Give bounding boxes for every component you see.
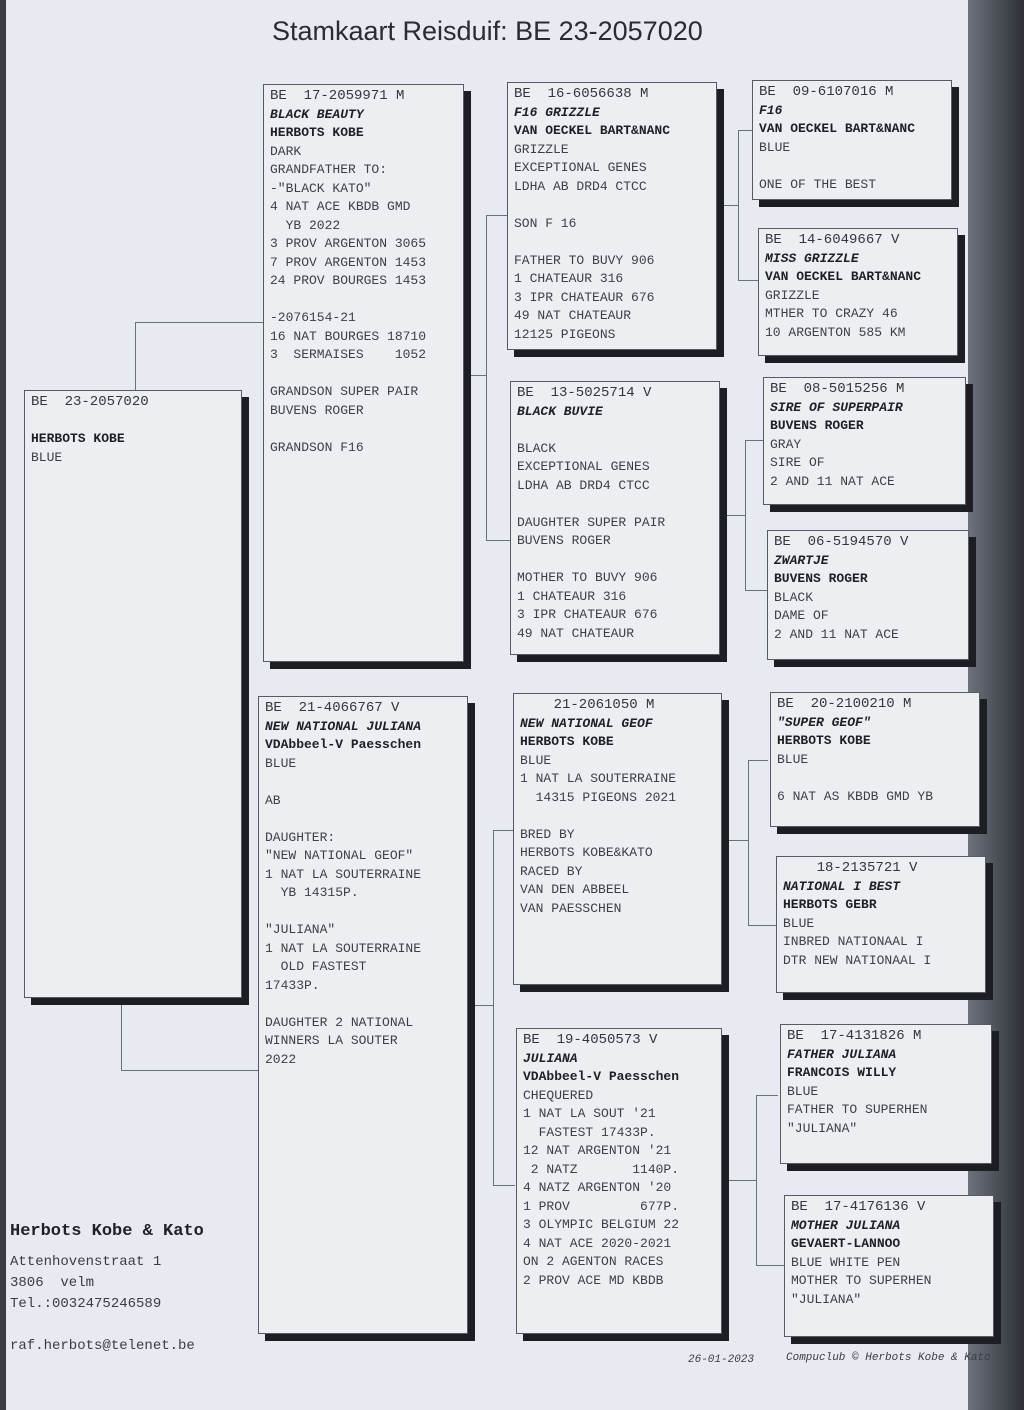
card-line: 49 NAT CHATEAUR [517,625,635,641]
card-line: 18-2135721 V [783,860,918,876]
card-line: DTR NEW NATIONAAL I [783,952,932,968]
card-line: 3 IPR CHATEAUR 676 [517,607,658,622]
card-line: MOTHER JULIANA [791,1217,901,1233]
card-line: 12 NAT ARGENTON '21 [523,1143,672,1158]
card-line: FASTEST 17433P. [523,1124,656,1140]
card-line: HERBOTS KOBE [777,733,871,748]
card-line: VAN OECKEL BART&NANC [759,121,916,136]
pigeon-card-dam [258,696,468,1334]
card-line: 6 NAT AS KBDB GMD YB [777,788,934,804]
connector-line [486,215,487,540]
connector-line [486,540,510,541]
card-line: BLUE [759,139,791,155]
connector-line [493,830,494,1185]
card-line: 3 PROV ARGENTON 3065 [270,236,427,251]
card-line: BUVENS ROGER [517,533,611,548]
card-line: BE 08-5015256 M [770,381,905,397]
card-line: BE 19-4050573 V [523,1032,658,1048]
card-line: NEW NATIONAL JULIANA [265,718,422,734]
card-line [514,233,710,252]
card-line [265,773,461,792]
card-line: 3 SERMAISES 1052 [270,347,427,362]
print-date: 26-01-2023 [688,1354,755,1366]
card-line: BE 21-4066767 V [265,700,400,716]
connector-line [745,590,767,591]
card-line: 2 NATZ 1140P. [523,1161,680,1177]
card-line: -2076154-21 [270,310,356,325]
card-line: HERBOTS KOBE [270,125,364,140]
card-line: "JULIANA" [791,1291,862,1307]
connector-line [473,1005,493,1006]
card-line: WINNERS LA SOUTER [265,1033,398,1048]
card-line: NEW NATIONAL GEOF [520,715,653,731]
card-line: DAUGHTER: [265,829,336,845]
pigeon-card-sss [752,80,952,200]
card-line [265,810,461,829]
pigeon-card-ddd [784,1195,994,1337]
card-line: BE 14-6049667 V [765,232,900,248]
card-line: FATHER TO SUPERHEN [787,1102,928,1117]
breeder-email: raf.herbots@telenet.be [10,1338,195,1354]
card-line: FATHER TO BUVY 906 [514,252,655,268]
card-line: ONE OF THE BEST [759,176,877,192]
connector-line [745,440,763,441]
card-line: INBRED NATIONAAL I [783,934,924,949]
card-line: BE 16-6056638 M [514,86,649,102]
card-line: BLUE [265,755,297,771]
card-line: 1 CHATEAUR 316 [514,271,624,286]
card-line: EXCEPTIONAL GENES [517,459,650,474]
pigeon-card-sire [263,84,464,662]
card-line: SIRE OF [770,455,825,470]
card-line: HERBOTS KOBE [31,431,125,446]
card-line: MOTHER TO SUPERHEN [791,1273,932,1288]
card-line: GRIZZLE [514,141,569,157]
card-line: GRANDFATHER TO: [270,162,388,177]
card-line: 4 NAT ACE KBDB GMD [270,199,411,214]
card-line: ON 2 AGENTON RACES [523,1254,664,1269]
card-line: "JULIANA" [265,922,336,937]
card-line: BLACK BUVIE [517,403,603,419]
card-line: DAME OF [774,608,829,623]
card-line: 49 NAT CHATEAUR [514,308,632,323]
connector-line [722,205,738,206]
breeder-city: 3806 velm [10,1275,95,1291]
page-title: Stamkaart Reisduif: BE 23-2057020 [272,16,703,46]
card-line: BE 17-4176136 V [791,1199,926,1215]
breeder-name: Herbots Kobe & Kato [10,1222,204,1241]
card-line: MTHER TO CRAZY 46 [765,306,898,321]
card-line: LDHA AB DRD4 CTCC [514,178,647,194]
card-line: F16 GRIZZLE [514,104,600,120]
connector-line [738,280,758,281]
card-line: RACED BY [520,863,583,879]
card-line [270,365,457,384]
card-line [265,995,461,1014]
card-line: YB 14315P. [265,885,359,900]
card-line: BUVENS ROGER [774,571,868,586]
pigeon-card-subject [24,390,242,998]
connector-line [121,1070,258,1071]
card-line [517,421,713,440]
card-line [517,495,713,514]
card-line: 7 PROV ARGENTON 1453 [270,254,427,270]
connector-line [135,322,263,323]
card-line [270,291,457,310]
connector-line [493,830,513,831]
card-line: BLUE [777,751,809,767]
card-line: 1 NAT LA SOUTERRAINE [265,940,422,956]
card-line: VAN OECKEL BART&NANC [514,123,671,138]
card-line: SON F 16 [514,215,577,231]
card-line: "JULIANA" [787,1120,858,1136]
card-line: VDAbbeel-V Paesschen [265,737,422,752]
card-line: BE 13-5025714 V [517,385,652,401]
card-line: BLACK [774,589,814,605]
connector-line [756,1095,757,1265]
card-line: BE 20-2100210 M [777,696,912,712]
card-line: MOTHER TO BUVY 906 [517,570,658,585]
card-line: 3 IPR CHATEAUR 676 [514,289,655,305]
connector-line [486,215,508,216]
connector-line [756,1265,784,1266]
card-line: 1 NAT LA SOUTERRAINE [520,771,677,786]
connector-line [748,760,768,761]
card-line: 24 PROV BOURGES 1453 [270,273,427,288]
card-line [517,551,713,570]
pigeon-card-dsd [776,856,986,993]
card-line: ZWARTJE [774,552,829,568]
card-line: 1 PROV 677P. [523,1198,680,1214]
card-line: BLUE [787,1083,819,1099]
pigeon-card-dds [780,1024,992,1164]
card-line: 4 NATZ ARGENTON '20 [523,1180,672,1195]
card-line: BE 17-2059971 M [270,88,405,104]
card-line: 17433P. [265,977,320,993]
card-line: BLACK BEAUTY [270,106,364,122]
connector-line [748,925,776,926]
connector-line [745,440,746,590]
card-line: 2 AND 11 NAT ACE [774,626,899,642]
card-line: JULIANA [523,1050,578,1066]
card-line: BLACK [517,440,557,456]
card-line: NATIONAL I BEST [783,878,901,894]
card-line: -"BLACK KATO" [270,180,372,196]
connector-line [738,130,752,131]
card-line: VAN DEN ABBEEL [520,882,630,897]
pigeon-card-sdd [767,530,969,660]
card-line: FATHER JULIANA [787,1046,897,1062]
card-line: F16 [759,102,783,118]
pigeon-card-dam-dam [516,1028,722,1334]
card-line: 1 NAT LA SOUTERRAINE [265,866,422,882]
connector-line [727,840,748,841]
card-line: HERBOTS KOBE&KATO [520,845,653,860]
card-line: 21-2061050 M [520,697,655,713]
card-line: BE 06-5194570 V [774,534,909,550]
card-line: EXCEPTIONAL GENES [514,160,647,175]
card-line: FRANCOIS WILLY [787,1065,897,1080]
card-line: 2 PROV ACE MD KBDB [523,1272,664,1288]
pigeon-card-dss [770,692,980,827]
card-line: BLUE [31,449,63,465]
card-line: MISS GRIZZLE [765,250,859,266]
card-line: "NEW NATIONAL GEOF" [265,848,414,863]
connector-line [748,760,749,925]
card-line: "SUPER GEOF" [777,714,871,730]
card-line [265,903,461,922]
pigeon-card-sds [763,377,966,505]
card-line: 2 AND 11 NAT ACE [770,473,895,489]
card-line: GRIZZLE [765,287,820,303]
card-line: VAN OECKEL BART&NANC [765,269,922,284]
copyright-notice: Compuclub © Herbots Kobe & Kato [786,1352,991,1364]
card-line: BUVENS ROGER [270,402,364,418]
card-line: SIRE OF SUPERPAIR [770,399,903,415]
card-line: LDHA AB DRD4 CTCC [517,477,650,493]
pigeon-card-ssd [758,228,958,356]
card-line: BE 09-6107016 M [759,84,894,100]
connector-line [738,130,739,280]
card-line [31,412,235,431]
connector-line [725,515,745,516]
card-line: GRANDSON SUPER PAIR [270,384,419,399]
card-line: CHEQUERED [523,1087,594,1103]
card-line: DARK [270,143,302,159]
card-line: 4 NAT ACE 2020-2021 [523,1235,672,1251]
card-line [514,196,710,215]
card-line: VAN PAESSCHEN [520,900,622,916]
pigeon-card-dam-sire [513,693,722,985]
connector-line [470,375,486,376]
card-line [759,157,945,176]
card-line: 3 OLYMPIC BELGIUM 22 [523,1217,680,1232]
card-line: DAUGHTER SUPER PAIR [517,514,666,530]
connector-line [756,1095,778,1096]
card-line: GRANDSON F16 [270,439,364,455]
card-line: 12125 PIGEONS [514,326,616,342]
card-line: GEVAERT-LANNOO [791,1236,901,1251]
connector-line [121,1000,122,1070]
connector-line [493,1185,515,1186]
breeder-phone: Tel.:0032475246589 [10,1296,162,1312]
card-line: GRAY [770,436,802,452]
card-line: 2022 [265,1051,297,1067]
card-line: BE 23-2057020 [31,394,149,410]
card-line: AB [265,792,281,808]
breeder-street: Attenhovenstraat 1 [10,1254,162,1270]
card-line: VDAbbeel-V Paesschen [523,1069,680,1084]
card-line: YB 2022 [270,217,341,233]
pigeon-card-sire-sire [507,82,717,350]
card-line: 16 NAT BOURGES 18710 [270,328,427,344]
card-line: BLUE WHITE PEN [791,1254,901,1270]
card-line: 14315 PIGEONS 2021 [520,789,677,805]
connector-line [727,1180,756,1181]
card-line: HERBOTS KOBE [520,734,614,749]
connector-line [135,322,136,392]
card-line: BLUE [520,752,552,768]
card-line: BUVENS ROGER [770,418,864,433]
card-line: BRED BY [520,826,575,842]
card-line [777,769,973,788]
card-line: BE 17-4131826 M [787,1028,922,1044]
card-line: 10 ARGENTON 585 KM [765,324,906,340]
card-line: HERBOTS GEBR [783,897,877,912]
card-line: BLUE [783,915,815,931]
card-line: 1 CHATEAUR 316 [517,588,627,604]
card-line [270,420,457,439]
card-line: DAUGHTER 2 NATIONAL [265,1014,414,1030]
card-line [520,807,715,826]
pigeon-card-sire-dam [510,381,720,655]
card-line: OLD FASTEST [265,959,367,974]
card-line: 1 NAT LA SOUT '21 [523,1106,656,1121]
